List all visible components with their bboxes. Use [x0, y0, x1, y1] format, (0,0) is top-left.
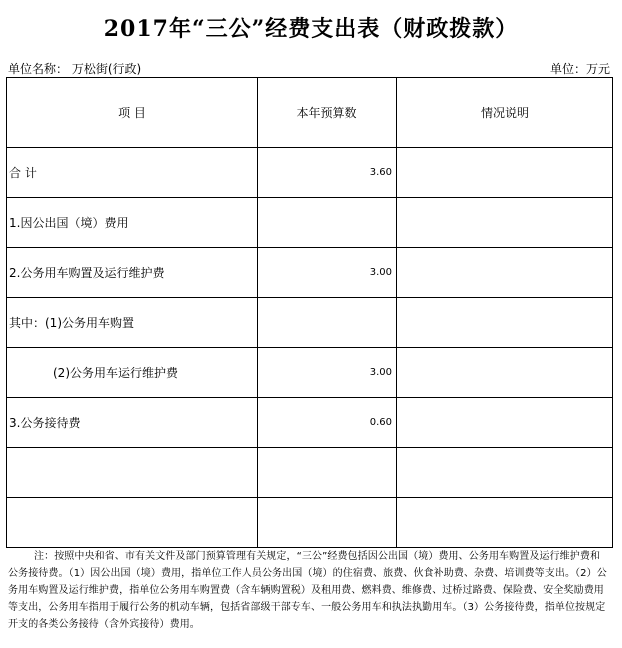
row-label-empty: [9, 497, 257, 547]
header-note: 情况说明: [480, 106, 529, 120]
row-label-overseas: 1.因公出国（境）费用: [9, 215, 129, 230]
footnote: 注：按照中央和省、市有关文件及部门预算管理有关规定，“三公”经费包括因公出国（境）费用、公务用车购置及运行维护费和公务接待费。（1）因公出国（境）费用，指单位工作人员公务出国（境）的住宿费、旅费、伙食补助费、杂费、培训费等支出。（2）公务用车购置及运行维护费，指单位公务用车购置费（含车辆购置税）及租用费、燃料费、维修费、过桥过路费、保险费、安全奖励费用等支出，公务用车指用于履行公务的机动车辆，包括省部级干部专车、一般公务用车和执法执勤用车。（3）公务接待费，指单位按规定开支的各类公务接待（含外宾接待）费用。: [8, 551, 607, 630]
row-note-vehicle: [396, 247, 614, 297]
row-budget-overseas: [257, 197, 396, 247]
row-budget-vehicle-operation: 3.00: [369, 366, 392, 378]
row-note-overseas: [396, 197, 614, 247]
unit-measure: 单位：万元: [549, 62, 610, 76]
row-note-vehicle-purchase: [396, 297, 614, 347]
row-label-vehicle-purchase: 其中：(1)公务用车购置: [9, 315, 134, 330]
row-label-reception: 3.公务接待费: [9, 415, 81, 430]
page-title: 2017年“三公”经费支出表（财政拨款）: [103, 16, 519, 42]
row-budget-vehicle: 3.00: [369, 266, 392, 278]
unit-name: 单位名称： 万松街(行政): [8, 62, 142, 76]
expense-table: [6, 77, 613, 548]
row-budget-vehicle-purchase: [257, 297, 396, 347]
row-label-total: 合 计: [9, 165, 37, 180]
row-budget-empty: [257, 447, 396, 497]
row-label-empty: [9, 447, 257, 497]
unit-info-row: [0, 60, 622, 78]
row-label-vehicle-operation: (2)公务用车运行维护费: [53, 365, 178, 380]
row-budget-empty: [257, 497, 396, 547]
row-note-total: [396, 147, 614, 197]
row-note-vehicle-operation: [396, 347, 614, 397]
header-budget: 本年预算数: [296, 106, 357, 120]
header-item: 项 目: [118, 106, 146, 120]
row-label-vehicle: 2.公务用车购置及运行维护费: [9, 265, 165, 280]
row-budget-total: 3.60: [369, 166, 392, 178]
row-note-reception: [396, 397, 614, 447]
row-budget-reception: 0.60: [369, 416, 392, 428]
